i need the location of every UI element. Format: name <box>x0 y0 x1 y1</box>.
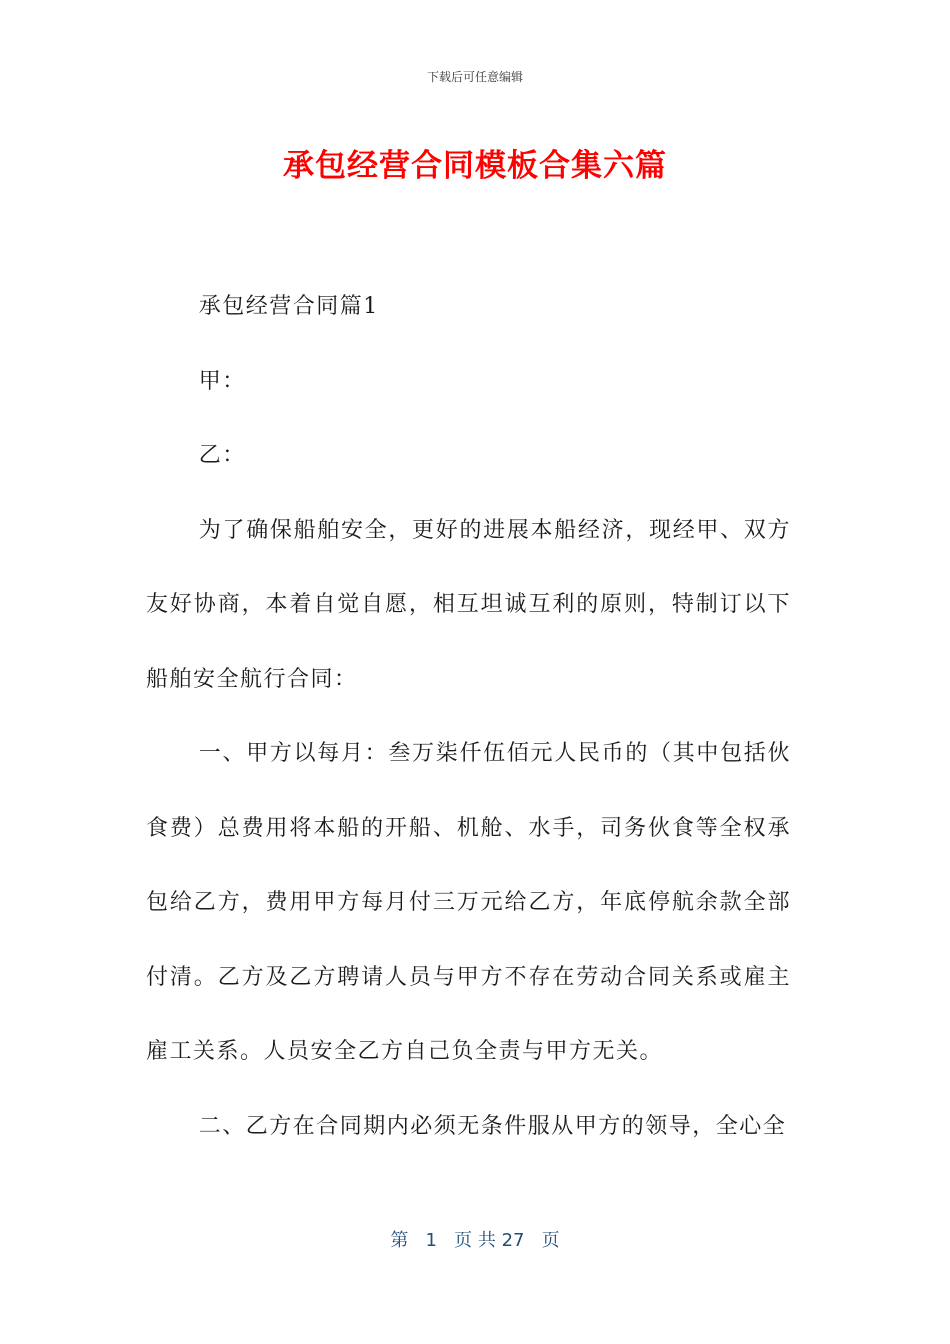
document-body <box>146 270 791 1164</box>
body-paragraph: 为了确保船舶安全，更好的进展本船经济，现经甲、双方友好协商，本着自觉自愿，相互坦诚互利的原则，特制订以下船舶安全航行合同： <box>146 517 791 692</box>
current-page-number: 1 <box>425 1230 437 1251</box>
page-footer <box>0 1226 950 1252</box>
page-label-suffix: 页 <box>541 1230 560 1251</box>
body-paragraph: 一、甲方以每月：叁万柒仟伍佰元人民币的（其中包括伙食费）总费用将本船的开船、机舱、水手，司务伙食等全权承包给乙方，费用甲方每月付三万元给乙方，年底停航余款全部付清。乙方及乙方聘请人员与甲方不存在劳动合同关系或雇主雇工关系。人员安全乙方自己负全责与甲方无关。 <box>146 741 791 1064</box>
section-heading: 承包经营合同篇1 <box>198 294 379 319</box>
body-paragraph: 二、乙方在合同期内必须无条件服从甲方的领导，全心全 <box>198 1113 787 1139</box>
document-title: 承包经营合同模板合集六篇 <box>283 148 667 184</box>
party-a-line: 甲： <box>198 368 246 394</box>
total-pages-number: 27 <box>501 1230 525 1251</box>
header-note: 下载后可任意编辑 <box>426 70 523 84</box>
party-b-line: 乙： <box>198 443 246 468</box>
page-label-mid: 页 共 <box>454 1230 496 1251</box>
page-label-prefix: 第 <box>390 1230 409 1251</box>
